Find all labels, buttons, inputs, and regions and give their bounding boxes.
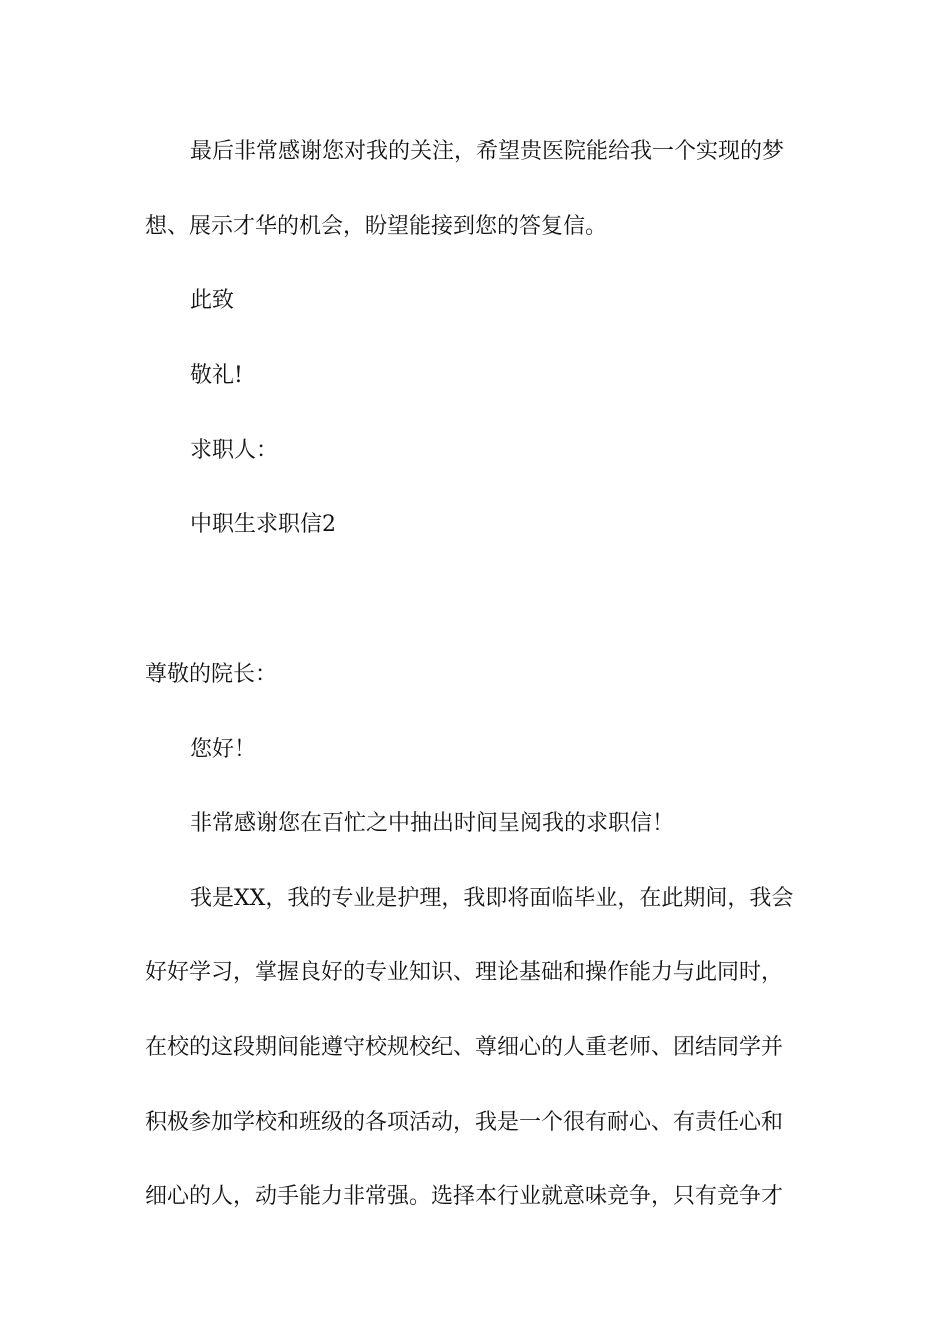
body-line-1: 我是XX，我的专业是护理，我即将面临毕业，在此期间，我会 [190, 886, 794, 911]
section-heading: 中职生求职信2 [190, 512, 336, 537]
letter-hello: 您好！ [190, 737, 257, 762]
letter-thanks: 非常感谢您在百忙之中抽出时间呈阅我的求职信！ [190, 811, 675, 836]
paragraph-closing-line-2: 想、展示才华的机会，盼望能接到您的答复信。 [145, 214, 608, 239]
body-line-3: 在校的这段期间能遵守校规校纪、尊细心的人重老师、团结同学并 [145, 1035, 784, 1060]
body-line-5: 细心的人，动手能力非常强。选择本行业就意味竞争，只有竞争才 [145, 1184, 784, 1209]
body-line-2: 好好学习，掌握良好的专业知识、理论基础和操作能力与此同时， [145, 960, 784, 985]
salutation-cizhi: 此致 [190, 288, 235, 313]
applicant-label: 求职人： [190, 438, 279, 463]
letter-greeting: 尊敬的院长： [145, 662, 278, 687]
body-line-4: 积极参加学校和班级的各项活动，我是一个很有耐心、有责任心和 [145, 1110, 784, 1135]
salutation-jingli: 敬礼! [190, 363, 243, 388]
paragraph-closing-line-1: 最后非常感谢您对我的关注，希望贵医院能给我一个实现的梦 [190, 139, 785, 164]
